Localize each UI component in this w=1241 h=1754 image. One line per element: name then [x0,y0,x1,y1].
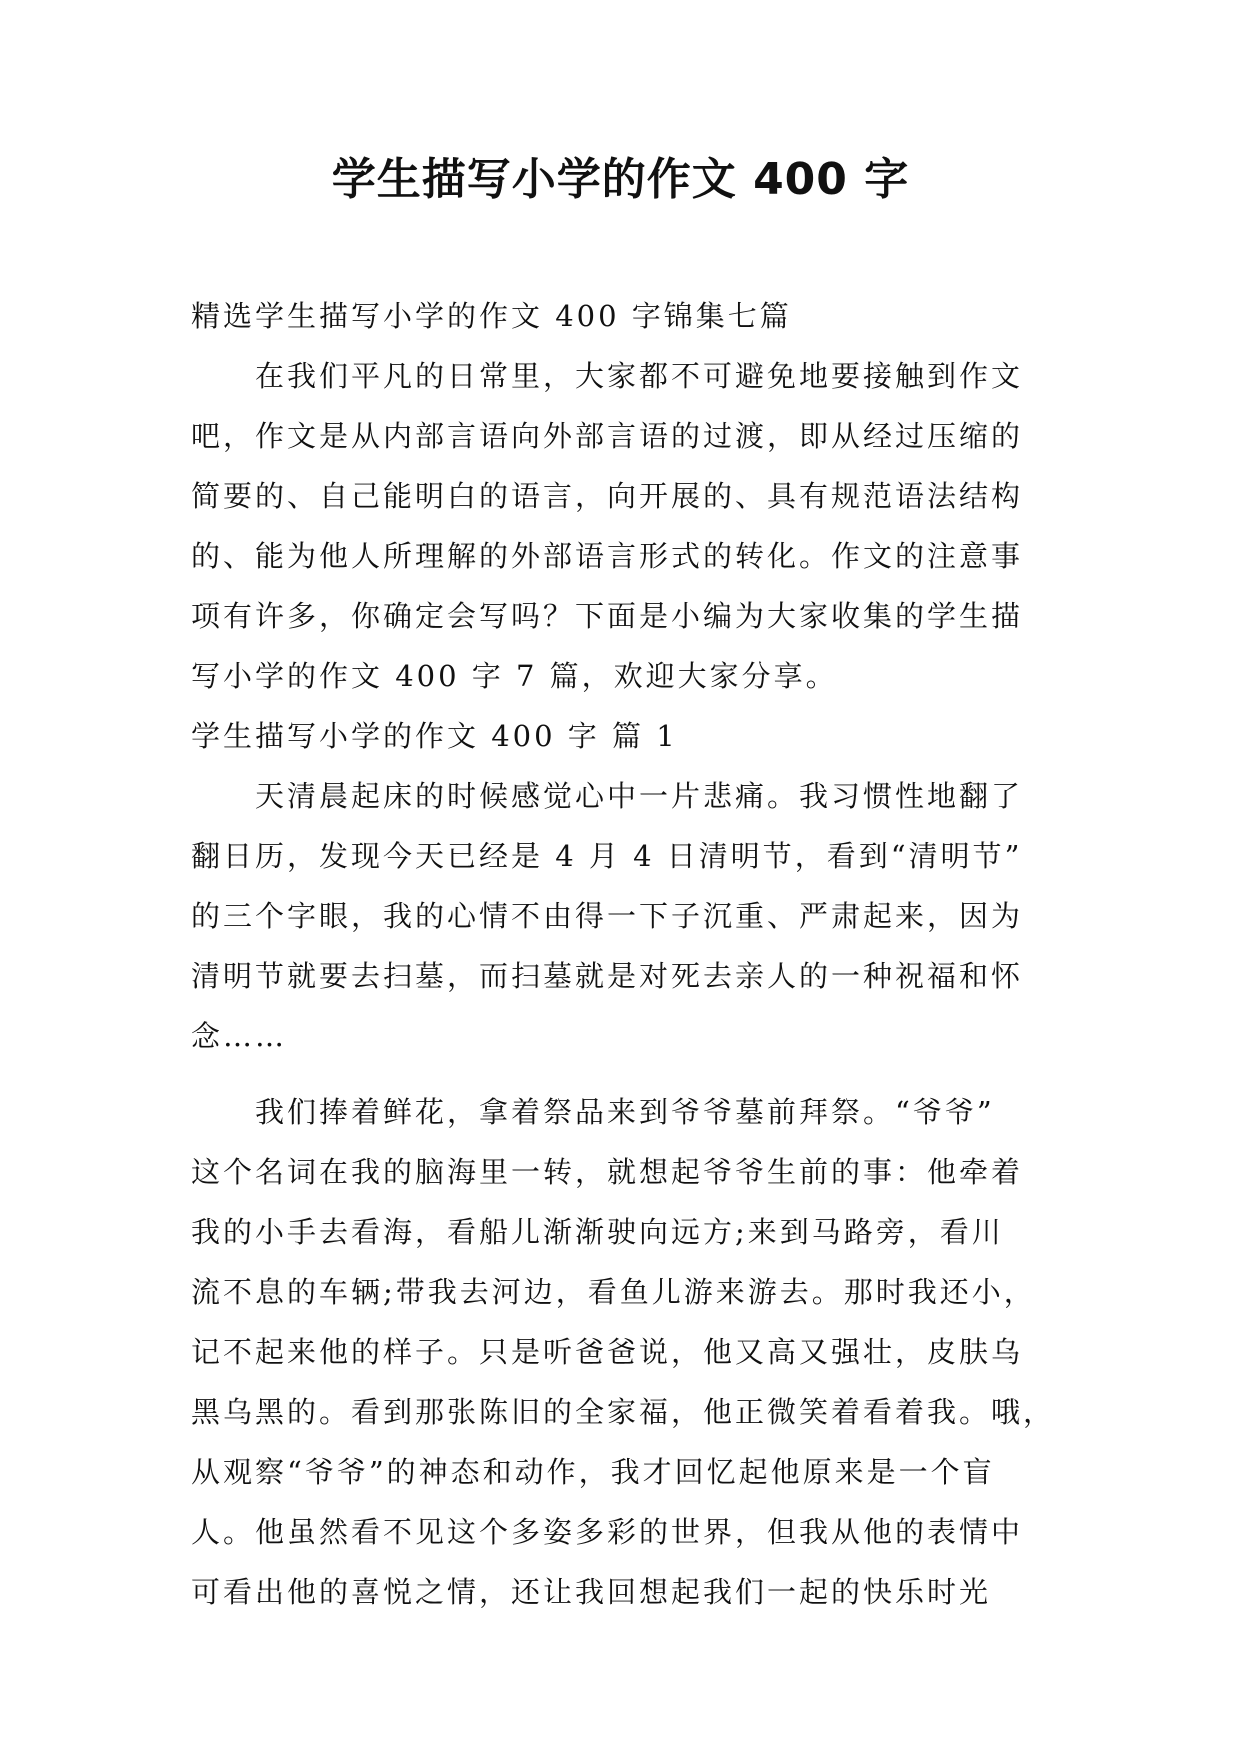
document-title: 学生描写小学的作文 400 字 [331,154,910,205]
intro-line: 写小学的作文 400 字 7 篇，欢迎大家分享。 [191,659,838,693]
intro-line: 在我们平凡的日常里，大家都不可避免地要接触到作文 [255,359,1024,393]
paragraph-line: 我的小手去看海，看船儿渐渐驶向远方;来到马路旁，看川 [191,1215,1004,1249]
subtitle-line: 精选学生描写小学的作文 400 字锦集七篇 [191,299,792,333]
paragraph-line: 我们捧着鲜花，拿着祭品来到爷爷墓前拜祭。“爷爷” [255,1095,995,1129]
document-body [191,286,1056,1622]
paragraph-line: 从观察“爷爷”的神态和动作，我才回忆起他原来是一个盲 [191,1455,995,1489]
paragraph-line: 念…… [191,1019,288,1053]
paragraph-line: 记不起来他的样子。只是听爸爸说，他又高又强壮，皮肤乌 [191,1335,1024,1369]
paragraph-line: 流不息的车辆;带我去河边，看鱼儿游来游去。那时我还小， [191,1275,1036,1309]
paragraph-line: 可看出他的喜悦之情，还让我回想起我们一起的快乐时光 [191,1575,992,1609]
paragraph-line: 清明节就要去扫墓，而扫墓就是对死去亲人的一种祝福和怀 [191,959,1024,993]
section-heading: 学生描写小学的作文 400 字 篇 1 [191,719,678,753]
paragraph-line: 人。他虽然看不见这个多姿多彩的世界，但我从他的表情中 [191,1515,1024,1549]
paragraph-line: 翻日历，发现今天已经是 4 月 4 日清明节，看到“清明节” [191,839,1023,873]
intro-line: 的、能为他人所理解的外部语言形式的转化。作文的注意事 [191,539,1024,573]
paragraph-line: 的三个字眼，我的心情不由得一下子沉重、严肃起来，因为 [191,899,1024,933]
paragraph-line: 这个名词在我的脑海里一转，就想起爷爷生前的事：他牵着 [191,1155,1024,1189]
intro-line: 项有许多，你确定会写吗？下面是小编为大家收集的学生描 [191,599,1024,633]
intro-line: 吧，作文是从内部言语向外部言语的过渡，即从经过压缩的 [191,419,1024,453]
paragraph-spacer [191,1066,1051,1082]
paragraph-line: 天清晨起床的时候感觉心中一片悲痛。我习惯性地翻了 [255,779,1024,813]
intro-line: 简要的、自己能明白的语言，向开展的、具有规范语法结构 [191,479,1024,513]
paragraph-line: 黑乌黑的。看到那张陈旧的全家福，他正微笑着看着我。哦， [191,1395,1056,1429]
